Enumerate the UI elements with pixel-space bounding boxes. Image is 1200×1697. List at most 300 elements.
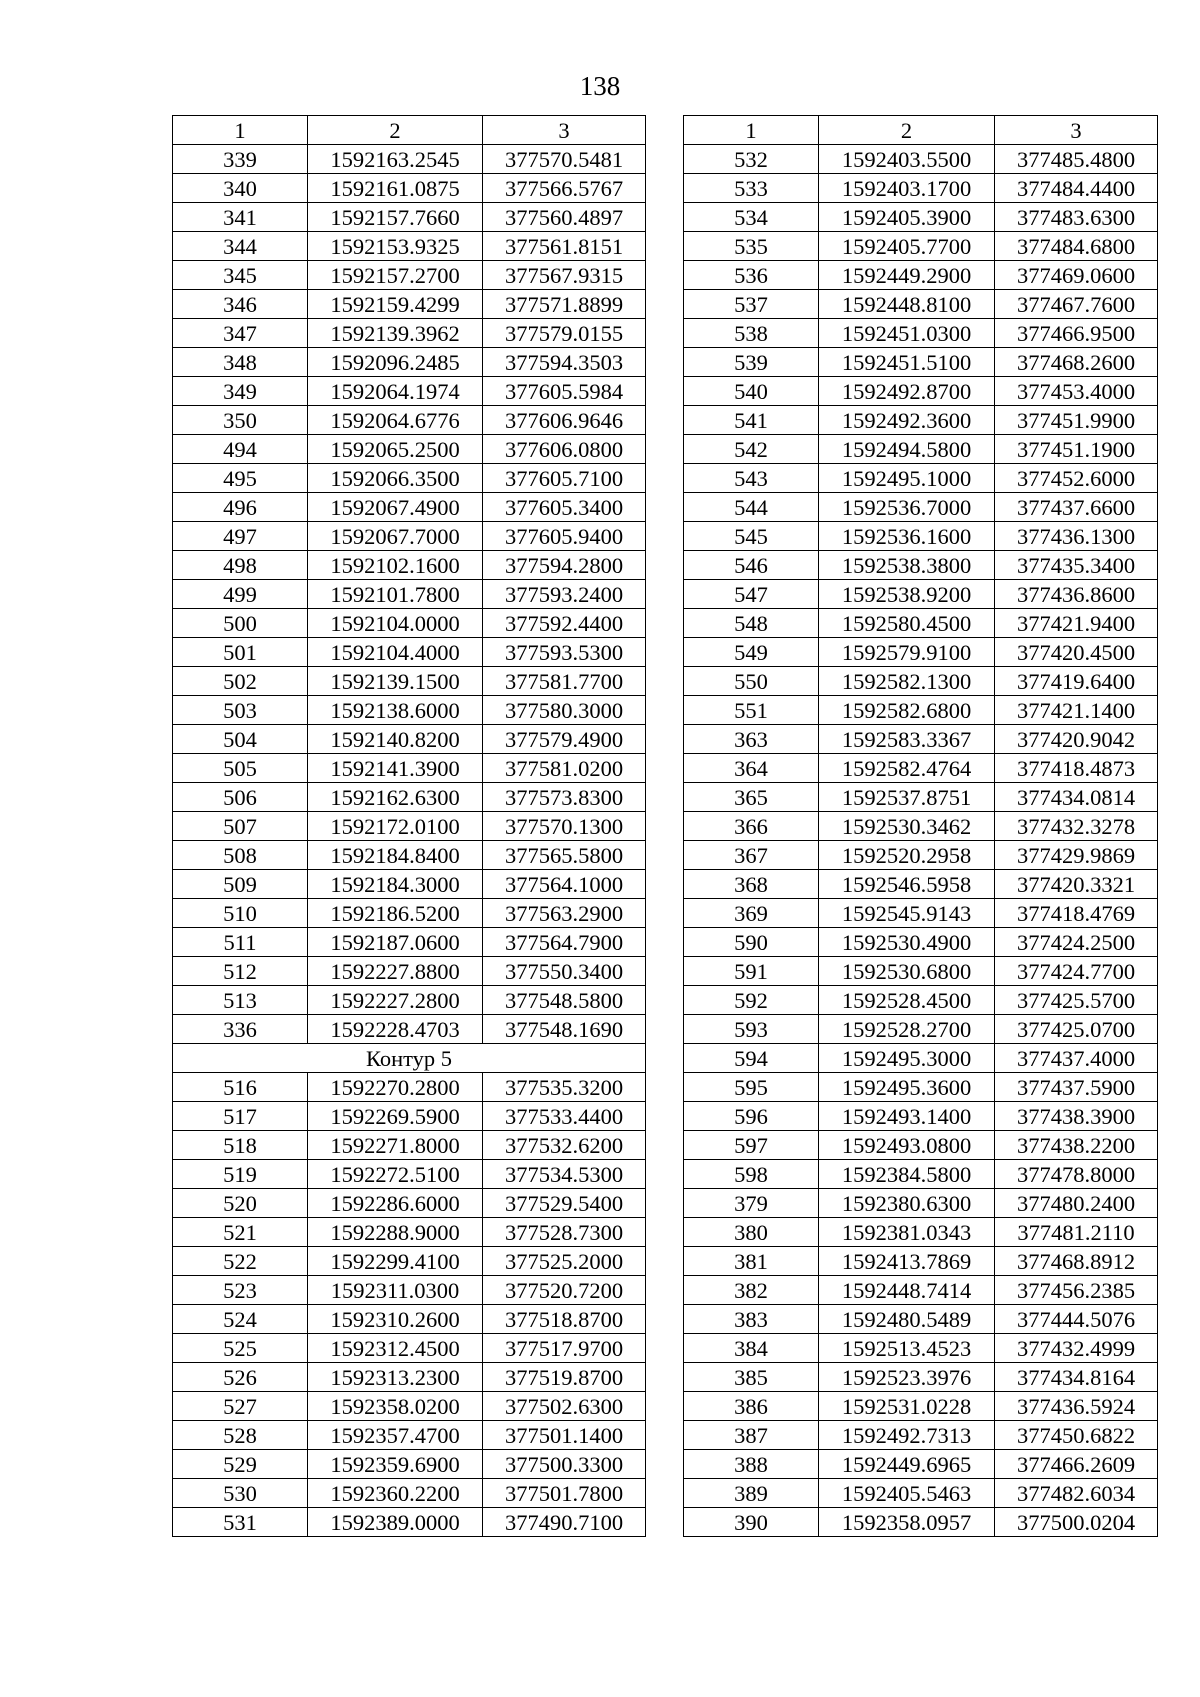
point-number-cell: 380	[684, 1218, 819, 1247]
table-row	[684, 174, 1158, 203]
y-coordinate-cell: 377529.5400	[483, 1189, 646, 1218]
x-coordinate-cell: 1592520.2958	[819, 841, 995, 870]
y-coordinate-cell: 377605.3400	[483, 493, 646, 522]
point-number-cell: 387	[684, 1421, 819, 1450]
y-coordinate-cell: 377438.3900	[995, 1102, 1158, 1131]
point-number-cell: 517	[173, 1102, 308, 1131]
point-number-cell: 519	[173, 1160, 308, 1189]
point-number-cell: 386	[684, 1392, 819, 1421]
y-coordinate-cell: 377485.4800	[995, 145, 1158, 174]
x-coordinate-cell: 1592358.0957	[819, 1508, 995, 1537]
y-coordinate-cell: 377420.3321	[995, 870, 1158, 899]
y-coordinate-cell: 377484.4400	[995, 174, 1158, 203]
point-number-cell: 524	[173, 1305, 308, 1334]
point-number-cell: 499	[173, 580, 308, 609]
table-row	[173, 377, 646, 406]
table-row	[173, 493, 646, 522]
point-number-cell: 509	[173, 870, 308, 899]
point-number-cell: 366	[684, 812, 819, 841]
point-number-cell: 526	[173, 1363, 308, 1392]
y-coordinate-cell: 377425.0700	[995, 1015, 1158, 1044]
y-coordinate-cell: 377436.1300	[995, 522, 1158, 551]
y-coordinate-cell: 377456.2385	[995, 1276, 1158, 1305]
table-row	[684, 812, 1158, 841]
x-coordinate-cell: 1592157.7660	[308, 203, 483, 232]
y-coordinate-cell: 377605.7100	[483, 464, 646, 493]
table-row	[173, 754, 646, 783]
table-row	[173, 406, 646, 435]
y-coordinate-cell: 377420.9042	[995, 725, 1158, 754]
table-row	[173, 290, 646, 319]
x-coordinate-cell: 1592064.1974	[308, 377, 483, 406]
x-coordinate-cell: 1592104.0000	[308, 609, 483, 638]
x-coordinate-cell: 1592141.3900	[308, 754, 483, 783]
x-coordinate-cell: 1592270.2800	[308, 1073, 483, 1102]
y-coordinate-cell: 377534.5300	[483, 1160, 646, 1189]
point-number-cell: 512	[173, 957, 308, 986]
point-number-cell: 525	[173, 1334, 308, 1363]
y-coordinate-cell: 377429.9869	[995, 841, 1158, 870]
x-coordinate-cell: 1592286.6000	[308, 1189, 483, 1218]
y-coordinate-cell: 377571.8899	[483, 290, 646, 319]
point-number-cell: 348	[173, 348, 308, 377]
y-coordinate-cell: 377594.2800	[483, 551, 646, 580]
point-number-cell: 530	[173, 1479, 308, 1508]
table-row	[684, 1392, 1158, 1421]
point-number-cell: 501	[173, 638, 308, 667]
x-coordinate-cell: 1592187.0600	[308, 928, 483, 957]
table-row	[684, 1450, 1158, 1479]
x-coordinate-cell: 1592530.3462	[819, 812, 995, 841]
x-coordinate-cell: 1592186.5200	[308, 899, 483, 928]
x-coordinate-cell: 1592172.0100	[308, 812, 483, 841]
y-coordinate-cell: 377467.7600	[995, 290, 1158, 319]
y-coordinate-cell: 377593.2400	[483, 580, 646, 609]
table-row	[684, 1334, 1158, 1363]
x-coordinate-cell: 1592228.4703	[308, 1015, 483, 1044]
point-number-cell: 590	[684, 928, 819, 957]
table-row	[173, 580, 646, 609]
y-coordinate-cell: 377437.5900	[995, 1073, 1158, 1102]
column-header: 2	[819, 116, 995, 145]
y-coordinate-cell: 377560.4897	[483, 203, 646, 232]
y-coordinate-cell: 377570.1300	[483, 812, 646, 841]
y-coordinate-cell: 377421.9400	[995, 609, 1158, 638]
x-coordinate-cell: 1592495.3600	[819, 1073, 995, 1102]
table-row	[173, 1392, 646, 1421]
point-number-cell: 365	[684, 783, 819, 812]
x-coordinate-cell: 1592582.6800	[819, 696, 995, 725]
table-row	[684, 1479, 1158, 1508]
table-row	[684, 232, 1158, 261]
table-row	[173, 464, 646, 493]
point-number-cell: 498	[173, 551, 308, 580]
column-header: 3	[483, 116, 646, 145]
table-row	[684, 1305, 1158, 1334]
y-coordinate-cell: 377469.0600	[995, 261, 1158, 290]
table-row	[173, 145, 646, 174]
y-coordinate-cell: 377594.3503	[483, 348, 646, 377]
table-body-left	[173, 145, 646, 1537]
table-header-row	[173, 116, 646, 145]
table-row	[173, 1102, 646, 1131]
table-row	[684, 667, 1158, 696]
y-coordinate-cell: 377517.9700	[483, 1334, 646, 1363]
y-coordinate-cell: 377421.1400	[995, 696, 1158, 725]
table-row	[173, 812, 646, 841]
y-coordinate-cell: 377606.0800	[483, 435, 646, 464]
x-coordinate-cell: 1592537.8751	[819, 783, 995, 812]
y-coordinate-cell: 377468.2600	[995, 348, 1158, 377]
y-coordinate-cell: 377466.9500	[995, 319, 1158, 348]
y-coordinate-cell: 377480.2400	[995, 1189, 1158, 1218]
section-title: Контур 5	[173, 1044, 646, 1073]
x-coordinate-cell: 1592495.1000	[819, 464, 995, 493]
table-row	[173, 232, 646, 261]
point-number-cell: 535	[684, 232, 819, 261]
y-coordinate-cell: 377564.7900	[483, 928, 646, 957]
y-coordinate-cell: 377561.8151	[483, 232, 646, 261]
table-row	[173, 1363, 646, 1392]
x-coordinate-cell: 1592139.3962	[308, 319, 483, 348]
table-row	[173, 1015, 646, 1044]
point-number-cell: 504	[173, 725, 308, 754]
y-coordinate-cell: 377432.3278	[995, 812, 1158, 841]
point-number-cell: 388	[684, 1450, 819, 1479]
x-coordinate-cell: 1592161.0875	[308, 174, 483, 203]
table-row	[173, 319, 646, 348]
column-header: 2	[308, 116, 483, 145]
x-coordinate-cell: 1592311.0300	[308, 1276, 483, 1305]
y-coordinate-cell: 377419.6400	[995, 667, 1158, 696]
point-number-cell: 550	[684, 667, 819, 696]
table-row	[173, 725, 646, 754]
x-coordinate-cell: 1592358.0200	[308, 1392, 483, 1421]
y-coordinate-cell: 377519.8700	[483, 1363, 646, 1392]
x-coordinate-cell: 1592272.5100	[308, 1160, 483, 1189]
point-number-cell: 367	[684, 841, 819, 870]
point-number-cell: 537	[684, 290, 819, 319]
point-number-cell: 369	[684, 899, 819, 928]
x-coordinate-cell: 1592184.8400	[308, 841, 483, 870]
y-coordinate-cell: 377565.5800	[483, 841, 646, 870]
x-coordinate-cell: 1592138.6000	[308, 696, 483, 725]
y-coordinate-cell: 377528.7300	[483, 1218, 646, 1247]
point-number-cell: 339	[173, 145, 308, 174]
table-row	[684, 1102, 1158, 1131]
point-number-cell: 502	[173, 667, 308, 696]
point-number-cell: 503	[173, 696, 308, 725]
y-coordinate-cell: 377484.6800	[995, 232, 1158, 261]
point-number-cell: 534	[684, 203, 819, 232]
table-row	[684, 1276, 1158, 1305]
x-coordinate-cell: 1592405.7700	[819, 232, 995, 261]
y-coordinate-cell: 377567.9315	[483, 261, 646, 290]
table-row	[173, 928, 646, 957]
y-coordinate-cell: 377435.3400	[995, 551, 1158, 580]
x-coordinate-cell: 1592583.3367	[819, 725, 995, 754]
table-header-row	[684, 116, 1158, 145]
table-row	[684, 319, 1158, 348]
x-coordinate-cell: 1592528.2700	[819, 1015, 995, 1044]
point-number-cell: 549	[684, 638, 819, 667]
point-number-cell: 594	[684, 1044, 819, 1073]
x-coordinate-cell: 1592271.8000	[308, 1131, 483, 1160]
x-coordinate-cell: 1592449.6965	[819, 1450, 995, 1479]
x-coordinate-cell: 1592288.9000	[308, 1218, 483, 1247]
table-row	[173, 986, 646, 1015]
coordinates-table-right	[683, 115, 1158, 1537]
table-row	[173, 1160, 646, 1189]
y-coordinate-cell: 377570.5481	[483, 145, 646, 174]
y-coordinate-cell: 377581.7700	[483, 667, 646, 696]
point-number-cell: 539	[684, 348, 819, 377]
x-coordinate-cell: 1592153.9325	[308, 232, 483, 261]
point-number-cell: 497	[173, 522, 308, 551]
table-row	[684, 725, 1158, 754]
y-coordinate-cell: 377437.6600	[995, 493, 1158, 522]
table-row	[684, 406, 1158, 435]
point-number-cell: 538	[684, 319, 819, 348]
point-number-cell: 500	[173, 609, 308, 638]
x-coordinate-cell: 1592493.1400	[819, 1102, 995, 1131]
x-coordinate-cell: 1592413.7869	[819, 1247, 995, 1276]
y-coordinate-cell: 377564.1000	[483, 870, 646, 899]
y-coordinate-cell: 377418.4873	[995, 754, 1158, 783]
table-row	[173, 1073, 646, 1102]
x-coordinate-cell: 1592492.7313	[819, 1421, 995, 1450]
point-number-cell: 520	[173, 1189, 308, 1218]
point-number-cell: 341	[173, 203, 308, 232]
table-row	[173, 1247, 646, 1276]
table-row	[684, 841, 1158, 870]
y-coordinate-cell: 377518.8700	[483, 1305, 646, 1334]
x-coordinate-cell: 1592493.0800	[819, 1131, 995, 1160]
table-row	[684, 1044, 1158, 1073]
point-number-cell: 336	[173, 1015, 308, 1044]
section-row	[173, 1044, 646, 1073]
table-row	[684, 696, 1158, 725]
table-row	[684, 1131, 1158, 1160]
table-row	[684, 986, 1158, 1015]
column-header: 1	[684, 116, 819, 145]
y-coordinate-cell: 377451.9900	[995, 406, 1158, 435]
point-number-cell: 385	[684, 1363, 819, 1392]
y-coordinate-cell: 377605.9400	[483, 522, 646, 551]
x-coordinate-cell: 1592538.3800	[819, 551, 995, 580]
y-coordinate-cell: 377501.7800	[483, 1479, 646, 1508]
y-coordinate-cell: 377424.2500	[995, 928, 1158, 957]
table-row	[173, 261, 646, 290]
y-coordinate-cell: 377452.6000	[995, 464, 1158, 493]
table-row	[173, 1305, 646, 1334]
point-number-cell: 529	[173, 1450, 308, 1479]
x-coordinate-cell: 1592162.6300	[308, 783, 483, 812]
x-coordinate-cell: 1592227.8800	[308, 957, 483, 986]
y-coordinate-cell: 377451.1900	[995, 435, 1158, 464]
point-number-cell: 383	[684, 1305, 819, 1334]
table-row	[684, 609, 1158, 638]
point-number-cell: 545	[684, 522, 819, 551]
y-coordinate-cell: 377520.7200	[483, 1276, 646, 1305]
y-coordinate-cell: 377550.3400	[483, 957, 646, 986]
y-coordinate-cell: 377605.5984	[483, 377, 646, 406]
point-number-cell: 544	[684, 493, 819, 522]
table-row	[173, 203, 646, 232]
y-coordinate-cell: 377425.5700	[995, 986, 1158, 1015]
x-coordinate-cell: 1592536.7000	[819, 493, 995, 522]
point-number-cell: 523	[173, 1276, 308, 1305]
y-coordinate-cell: 377525.2000	[483, 1247, 646, 1276]
point-number-cell: 350	[173, 406, 308, 435]
point-number-cell: 536	[684, 261, 819, 290]
table-row	[684, 1015, 1158, 1044]
column-header: 1	[173, 116, 308, 145]
x-coordinate-cell: 1592495.3000	[819, 1044, 995, 1073]
x-coordinate-cell: 1592381.0343	[819, 1218, 995, 1247]
point-number-cell: 528	[173, 1421, 308, 1450]
table-row	[684, 957, 1158, 986]
x-coordinate-cell: 1592101.7800	[308, 580, 483, 609]
y-coordinate-cell: 377453.4000	[995, 377, 1158, 406]
table-row	[173, 1508, 646, 1537]
y-coordinate-cell: 377436.5924	[995, 1392, 1158, 1421]
point-number-cell: 364	[684, 754, 819, 783]
x-coordinate-cell: 1592064.6776	[308, 406, 483, 435]
point-number-cell: 592	[684, 986, 819, 1015]
point-number-cell: 390	[684, 1508, 819, 1537]
table-body-right	[684, 145, 1158, 1537]
y-coordinate-cell: 377500.3300	[483, 1450, 646, 1479]
table-row	[684, 377, 1158, 406]
y-coordinate-cell: 377533.4400	[483, 1102, 646, 1131]
y-coordinate-cell: 377481.2110	[995, 1218, 1158, 1247]
point-number-cell: 496	[173, 493, 308, 522]
table-row	[684, 1189, 1158, 1218]
y-coordinate-cell: 377548.1690	[483, 1015, 646, 1044]
x-coordinate-cell: 1592538.9200	[819, 580, 995, 609]
x-coordinate-cell: 1592357.4700	[308, 1421, 483, 1450]
y-coordinate-cell: 377432.4999	[995, 1334, 1158, 1363]
table-row	[684, 580, 1158, 609]
x-coordinate-cell: 1592096.2485	[308, 348, 483, 377]
table-row	[684, 870, 1158, 899]
y-coordinate-cell: 377468.8912	[995, 1247, 1158, 1276]
y-coordinate-cell: 377478.8000	[995, 1160, 1158, 1189]
table-row	[684, 1421, 1158, 1450]
point-number-cell: 381	[684, 1247, 819, 1276]
x-coordinate-cell: 1592313.2300	[308, 1363, 483, 1392]
x-coordinate-cell: 1592299.4100	[308, 1247, 483, 1276]
point-number-cell: 495	[173, 464, 308, 493]
x-coordinate-cell: 1592523.3976	[819, 1363, 995, 1392]
table-row	[684, 522, 1158, 551]
x-coordinate-cell: 1592405.5463	[819, 1479, 995, 1508]
point-number-cell: 384	[684, 1334, 819, 1363]
table-row	[684, 1218, 1158, 1247]
table-row	[684, 1073, 1158, 1102]
y-coordinate-cell: 377424.7700	[995, 957, 1158, 986]
x-coordinate-cell: 1592448.8100	[819, 290, 995, 319]
y-coordinate-cell: 377592.4400	[483, 609, 646, 638]
y-coordinate-cell: 377420.4500	[995, 638, 1158, 667]
table-row	[684, 203, 1158, 232]
x-coordinate-cell: 1592451.0300	[819, 319, 995, 348]
table-row	[684, 1508, 1158, 1537]
table-row	[173, 551, 646, 580]
x-coordinate-cell: 1592528.4500	[819, 986, 995, 1015]
y-coordinate-cell: 377579.4900	[483, 725, 646, 754]
y-coordinate-cell: 377490.7100	[483, 1508, 646, 1537]
x-coordinate-cell: 1592403.1700	[819, 174, 995, 203]
x-coordinate-cell: 1592360.2200	[308, 1479, 483, 1508]
y-coordinate-cell: 377535.3200	[483, 1073, 646, 1102]
point-number-cell: 532	[684, 145, 819, 174]
point-number-cell: 593	[684, 1015, 819, 1044]
y-coordinate-cell: 377418.4769	[995, 899, 1158, 928]
point-number-cell: 340	[173, 174, 308, 203]
x-coordinate-cell: 1592066.3500	[308, 464, 483, 493]
y-coordinate-cell: 377466.2609	[995, 1450, 1158, 1479]
table-row	[684, 493, 1158, 522]
x-coordinate-cell: 1592139.1500	[308, 667, 483, 696]
x-coordinate-cell: 1592269.5900	[308, 1102, 483, 1131]
y-coordinate-cell: 377434.8164	[995, 1363, 1158, 1392]
y-coordinate-cell: 377437.4000	[995, 1044, 1158, 1073]
point-number-cell: 522	[173, 1247, 308, 1276]
table-row	[173, 1421, 646, 1450]
y-coordinate-cell: 377436.8600	[995, 580, 1158, 609]
point-number-cell: 511	[173, 928, 308, 957]
table-row	[684, 435, 1158, 464]
table-row	[173, 870, 646, 899]
point-number-cell: 551	[684, 696, 819, 725]
x-coordinate-cell: 1592163.2545	[308, 145, 483, 174]
x-coordinate-cell: 1592492.8700	[819, 377, 995, 406]
table-row	[684, 145, 1158, 174]
point-number-cell: 363	[684, 725, 819, 754]
y-coordinate-cell: 377566.5767	[483, 174, 646, 203]
x-coordinate-cell: 1592184.3000	[308, 870, 483, 899]
point-number-cell: 521	[173, 1218, 308, 1247]
x-coordinate-cell: 1592579.9100	[819, 638, 995, 667]
y-coordinate-cell: 377593.5300	[483, 638, 646, 667]
point-number-cell: 542	[684, 435, 819, 464]
table-row	[684, 464, 1158, 493]
table-row	[684, 1160, 1158, 1189]
x-coordinate-cell: 1592492.3600	[819, 406, 995, 435]
table-row	[173, 696, 646, 725]
table-row	[173, 348, 646, 377]
point-number-cell: 494	[173, 435, 308, 464]
table-row	[684, 638, 1158, 667]
point-number-cell: 597	[684, 1131, 819, 1160]
y-coordinate-cell: 377483.6300	[995, 203, 1158, 232]
x-coordinate-cell: 1592380.6300	[819, 1189, 995, 1218]
table-row	[173, 435, 646, 464]
point-number-cell: 508	[173, 841, 308, 870]
x-coordinate-cell: 1592227.2800	[308, 986, 483, 1015]
x-coordinate-cell: 1592384.5800	[819, 1160, 995, 1189]
x-coordinate-cell: 1592536.1600	[819, 522, 995, 551]
x-coordinate-cell: 1592530.6800	[819, 957, 995, 986]
coordinates-table-left	[172, 115, 646, 1537]
table-row	[684, 783, 1158, 812]
y-coordinate-cell: 377532.6200	[483, 1131, 646, 1160]
table-row	[173, 1479, 646, 1508]
x-coordinate-cell: 1592312.4500	[308, 1334, 483, 1363]
x-coordinate-cell: 1592582.4764	[819, 754, 995, 783]
